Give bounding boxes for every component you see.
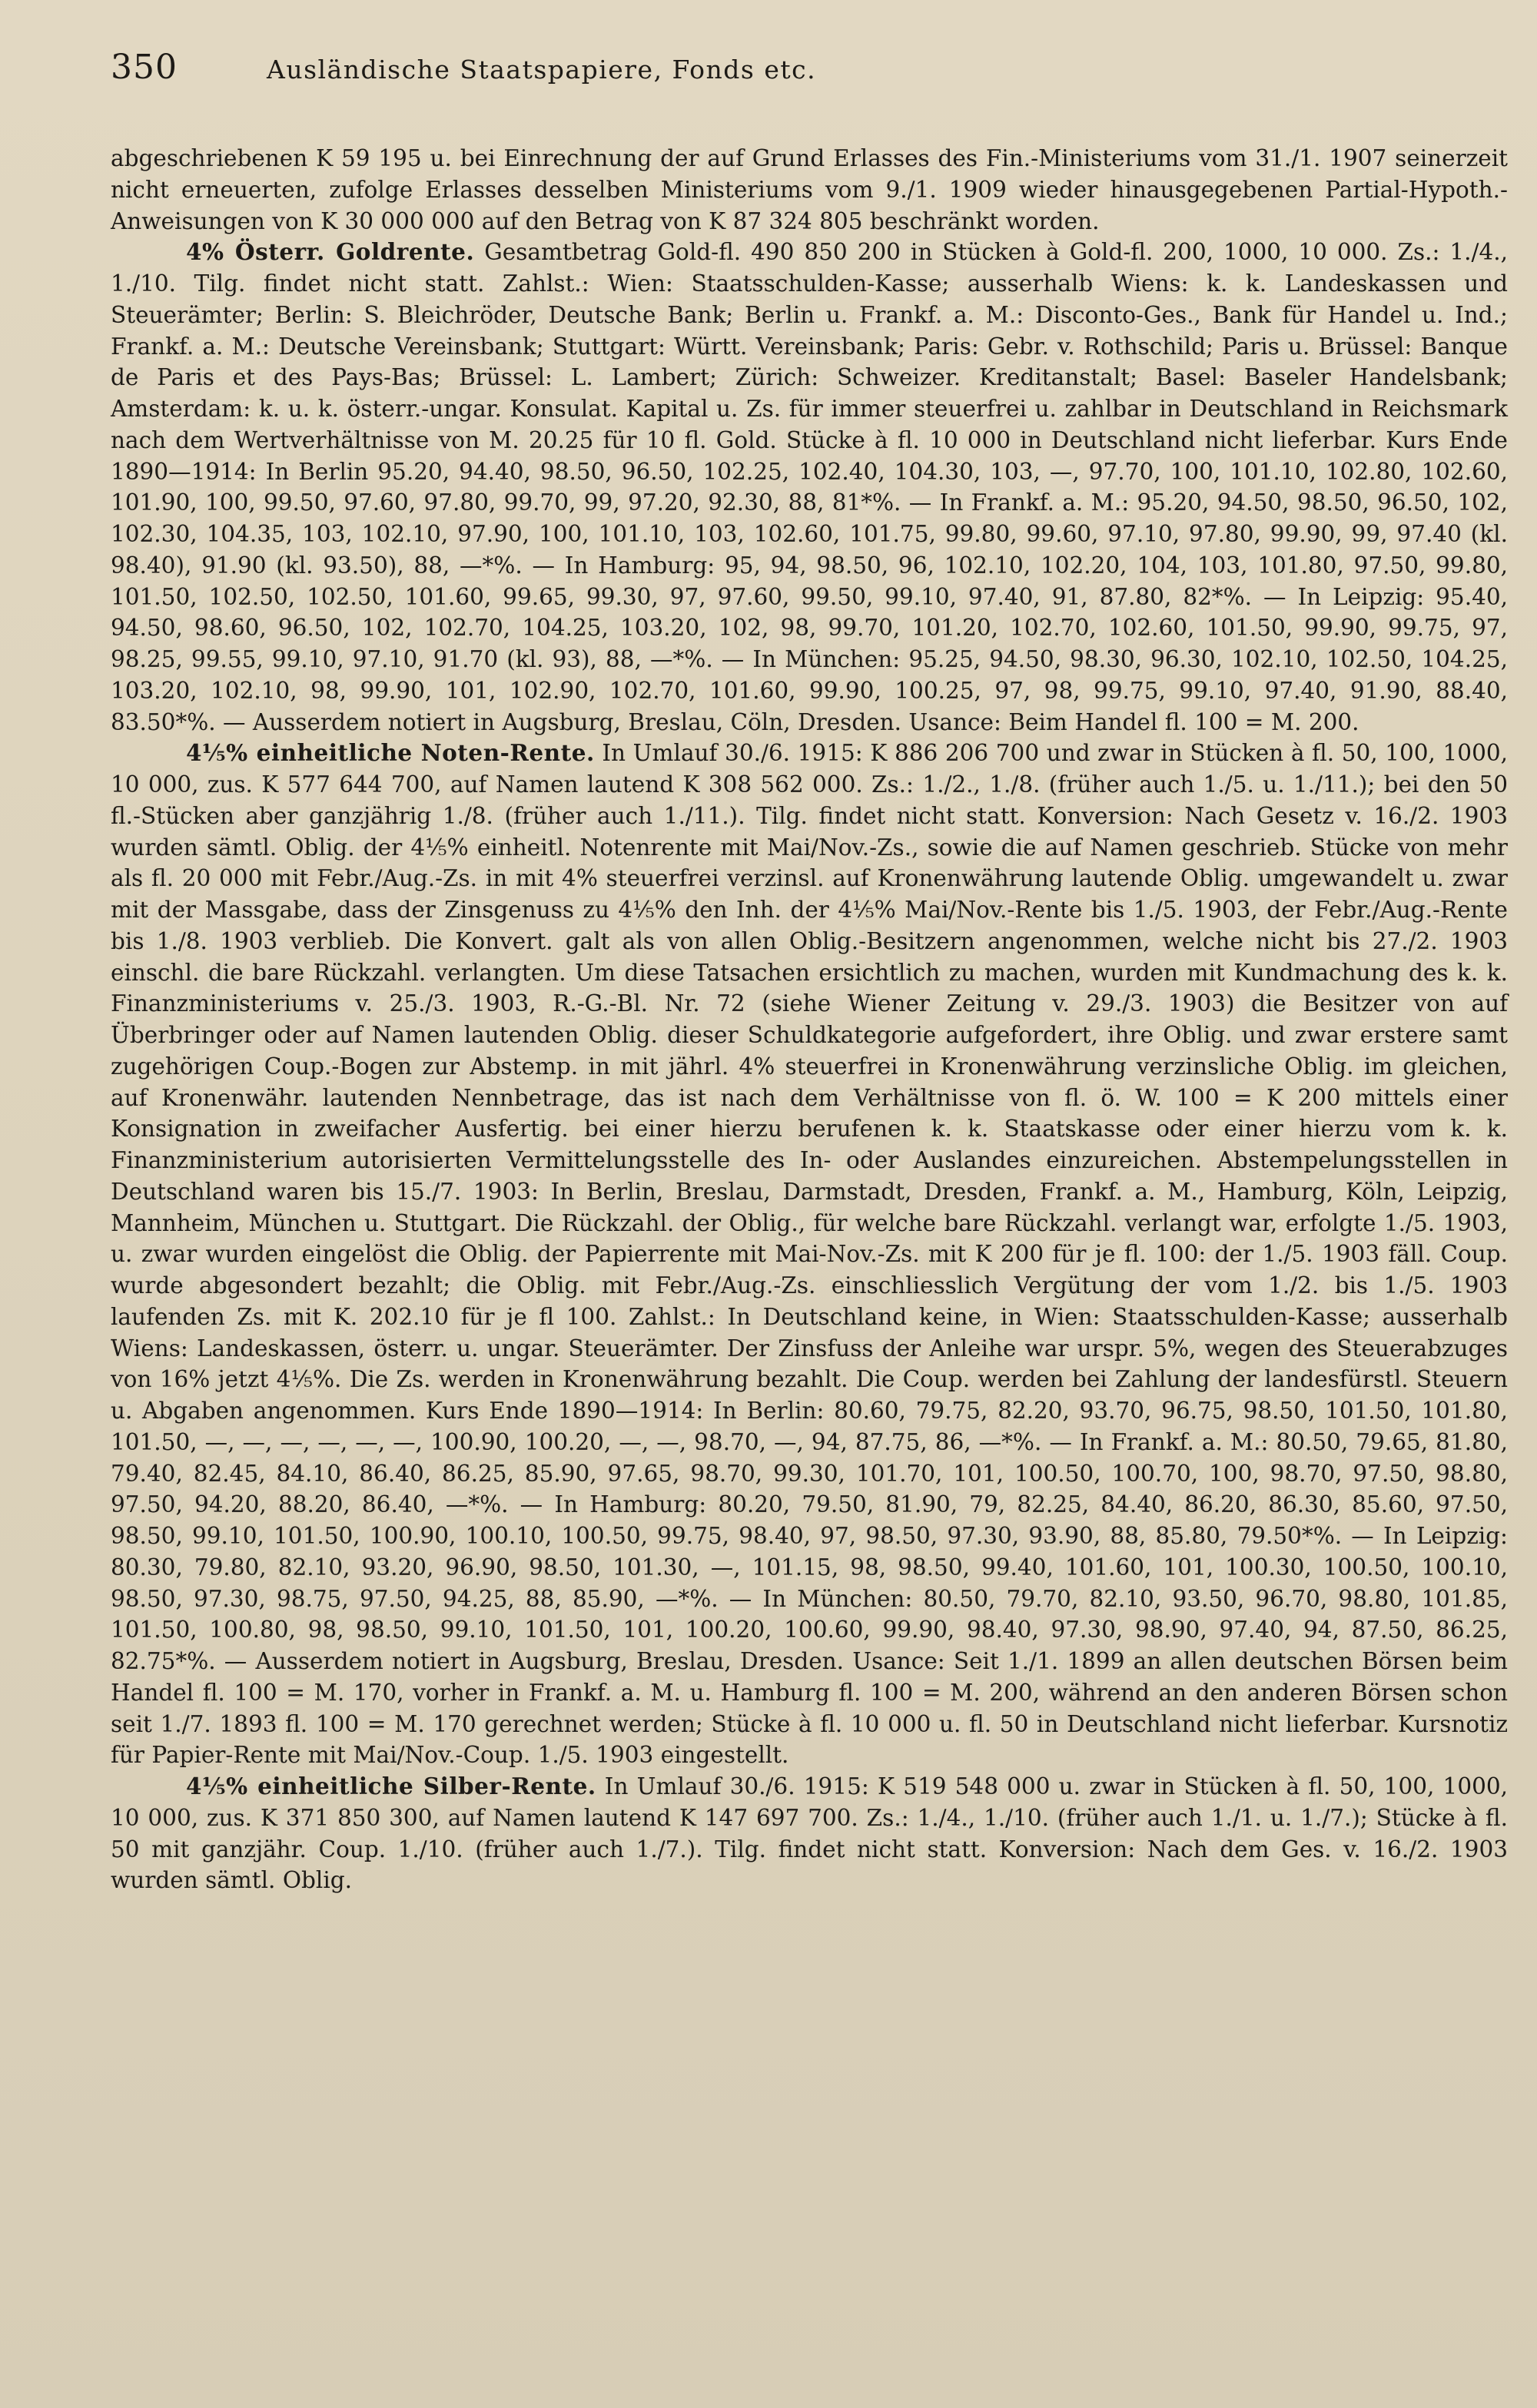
page-header: [111, 48, 1508, 101]
running-title: Ausländische Staatspapiere, Fonds etc.: [266, 55, 817, 85]
section-heading: 4⅕% einheitliche Silber-Rente.: [186, 1773, 596, 1799]
paragraph-noten-rente: [111, 738, 1508, 1771]
page-number: 350: [111, 48, 178, 87]
paragraph-silber-rente: [111, 1771, 1508, 1896]
paragraph-goldrente: [111, 237, 1508, 738]
paragraph-text: abgeschriebenen K 59 195 u. bei Einrechnung der auf Grund Erlasses des Fin.-Ministeriums vom 31./1. 1907 seinerzeit nicht erneuerten, zufolge Erlasses desselben Ministeriums vom 9./1. 1909 wieder hinausgegebenen Partial-Hypoth.-Anweisungen von K 30 000 000 auf den Betrag von K 87 324 805 beschränkt worden.: [111, 145, 1508, 234]
paragraph-text: In Umlauf 30./6. 1915: K 886 206 700 und zwar in Stücken à fl. 50, 100, 1000, 10 000, zus. K 577 644 700, auf Namen lautend K 308 562 000. Zs.: 1./2., 1./8. (früher auch 1./5. u. 1./11.); bei den 50 fl.-Stücken aber ganzjährig 1./8. (früher auch 1./11.). Tilg. findet nicht statt. Konversion: Nach Gesetz v. 16./2. 1903 wurden sämtl. Oblig. der 4⅕% einheitl. Notenrente mit Mai/Nov.-Zs., sowie die auf Namen geschrieb. Stücke von mehr als fl. 20 000 mit Febr./Aug.-Zs. in mit 4% steuerfrei verzinsl. auf Kronenwährung lautende Oblig. umgewandelt u. zwar mit der Massgabe, dass der Zinsgenuss zu 4⅕% den Inh. der 4⅕% Mai/Nov.-Rente bis 1./5. 1903, der Febr./Aug.-Rente bis 1./8. 1903 verblieb. Die Konvert. galt als von allen Oblig.-Besitzern angenommen, welche nicht bis 27./2. 1903 einschl. die bare Rückzahl. verlangten. Um diese Tatsachen ersichtlich zu machen, wurden mit Kundmachung des k. k. Finanzministeriums v. 25./3. 1903, R.-G.-Bl. Nr. 72 (siehe Wiener Zeitung v. 29./3. 1903) die Besitzer von auf Überbringer oder auf Namen lautenden Oblig. dieser Schuldkategorie aufgefordert, ihre Oblig. und zwar erstere samt zugehörigen Coup.-Bogen zur Abstemp. in mit jährl. 4% steuerfrei in Kronenwährung verzinsliche Oblig. im gleichen, auf Kronenwähr. lautenden Nennbetrage, das ist nach dem Verhältnisse von fl. ö. W. 100 = K 200 mittels einer Konsignation in zweifacher Ausfertig. bei einer hierzu berufenen k. k. Staatskasse oder einer hierzu vom k. k. Finanzministerium autorisierten Vermittelungsstelle des In- oder Auslandes einzureichen. Abstempelungsstellen in Deutschland waren bis 15./7. 1903: In Berlin, Breslau, Darmstadt, Dresden, Frankf. a. M., Hamburg, Köln, Leipzig, Mannheim, München u. Stuttgart. Die Rückzahl. der Oblig., für welche bare Rückzahl. verlangt war, erfolgte 1./5. 1903, u. zwar wurden eingelöst die Oblig. der Papierrente mit Mai-Nov.-Zs. mit K 200 für je fl. 100: der 1./5. 1903 fäll. Coup. wurde abgesondert bezahlt; die Oblig. mit Febr./Aug.-Zs. einschliesslich Vergütung der vom 1./2. bis 1./5. 1903 laufenden Zs. mit K. 202.10 für je fl 100. Zahlst.: In Deutschland keine, in Wien: Staatsschulden-Kasse; ausserhalb Wiens: Landeskassen, österr. u. ungar. Steuerämter. Der Zinsfuss der Anleihe war urspr. 5%, wegen des Steuerabzuges von 16% jetzt 4⅕%. Die Zs. werden in Kronenwährung bezahlt. Die Coup. werden bei Zahlung der landesfürstl. Steuern u. Abgaben angenommen. Kurs Ende 1890—1914: In Berlin: 80.60, 79.75, 82.20, 93.70, 96.75, 98.50, 101.50, 101.80, 101.50, —, —, —, —, —, —, 100.90, 100.20, —, —, 98.70, —, 94, 87.75, 86, —*%. — In Frankf. a. M.: 80.50, 79.65, 81.80, 79.40, 82.45, 84.10, 86.40, 86.25, 85.90, 97.65, 98.70, 99.30, 101.70, 101, 100.50, 100.70, 100, 98.70, 97.50, 98.80, 97.50, 94.20, 88.20, 86.40, —*%. — In Hamburg: 80.20, 79.50, 81.90, 79, 82.25, 84.40, 86.20, 86.30, 85.60, 97.50, 98.50, 99.10, 101.50, 100.90, 100.10, 100.50, 99.75, 98.40, 97, 98.50, 97.30, 93.90, 88, 85.80, 79.50*%. — In Leipzig: 80.30, 79.80, 82.10, 93.20, 96.90, 98.50, 101.30, —, 101.15, 98, 98.50, 99.40, 101.60, 101, 100.30, 100.50, 100.10, 98.50, 97.30, 98.75, 97.50, 94.25, 88, 85.90, —*%. — In München: 80.50, 79.70, 82.10, 93.50, 96.70, 98.80, 101.85, 101.50, 100.80, 98, 98.50, 99.10, 101.50, 101, 100.20, 100.60, 99.90, 98.40, 97.30, 98.90, 97.40, 94, 87.50, 86.25, 82.75*%. — Ausserdem notiert in Augsburg, Breslau, Dresden. Usance: Seit 1./1. 1899 an allen deutschen Börsen beim Handel fl. 100 = M. 170, vorher in Frankf. a. M. u. Hamburg fl. 100 = M. 200, während an den anderen Börsen schon seit 1./7. 1893 fl. 100 = M. 170 gerechnet werden; Stücke à fl. 10 000 u. fl. 50 in Deutschland nicht lieferbar. Kursnotiz für Papier-Rente mit Mai/Nov.-Coup. 1./5. 1903 eingestellt.: [111, 740, 1508, 1769]
paragraph-text: Gesamtbetrag Gold-fl. 490 850 200 in Stücken à Gold-fl. 200, 1000, 10 000. Zs.: 1./4., 1./10. Tilg. findet nicht statt. Zahlst.: Wien: Staatsschulden-Kasse; ausserhalb Wiens: k. k. Landeskassen und Steuerämter; Berlin: S. Bleichröder, Deutsche Bank; Berlin u. Frankf. a. M.: Disconto-Ges., Bank für Handel u. Ind.; Frankf. a. M.: Deutsche Vereinsbank; Stuttgart: Württ. Vereinsbank; Paris: Gebr. v. Rothschild; Paris u. Brüssel: Banque de Paris et des Pays-Bas; Brüssel: L. Lambert; Zürich: Schweizer. Kreditanstalt; Basel: Baseler Handelsbank; Amsterdam: k. u. k. österr.-ungar. Konsulat. Kapital u. Zs. für immer steuerfrei u. zahlbar in Deutschland in Reichsmark nach dem Wertverhältnisse von M. 20.25 für 10 fl. Gold. Stücke à fl. 10 000 in Deutschland nicht lieferbar. Kurs Ende 1890—1914: In Berlin 95.20, 94.40, 98.50, 96.50, 102.25, 102.40, 104.30, 103, —, 97.70, 100, 101.10, 102.80, 102.60, 101.90, 100, 99.50, 97.60, 97.80, 99.70, 99, 97.20, 92.30, 88, 81*%. — In Frankf. a. M.: 95.20, 94.50, 98.50, 96.50, 102, 102.30, 104.35, 103, 102.10, 97.90, 100, 101.10, 103, 102.60, 101.75, 99.80, 99.60, 97.10, 97.80, 99.90, 99, 97.40 (kl. 98.40), 91.90 (kl. 93.50), 88, —*%. — In Hamburg: 95, 94, 98.50, 96, 102.10, 102.20, 104, 103, 101.80, 97.50, 99.80, 101.50, 102.50, 102.50, 101.60, 99.65, 99.30, 97, 97.60, 99.50, 99.10, 97.40, 91, 87.80, 82*%. — In Leipzig: 95.40, 94.50, 98.60, 96.50, 102, 102.70, 104.25, 103.20, 102, 98, 99.70, 101.20, 102.70, 102.60, 101.50, 99.90, 99.75, 97, 98.25, 99.55, 99.10, 97.10, 91.70 (kl. 93), 88, —*%. — In München: 95.25, 94.50, 98.30, 96.30, 102.10, 102.50, 104.25, 103.20, 102.10, 98, 99.90, 101, 102.90, 102.70, 101.60, 99.90, 100.25, 97, 98, 99.75, 99.10, 97.40, 91.90, 88.40, 83.50*%. — Ausserdem notiert in Augsburg, Breslau, Cöln, Dresden. Usance: Beim Handel fl. 100 = M. 200.: [111, 239, 1508, 735]
paragraph-text: In Umlauf 30./6. 1915: K 519 548 000 u. zwar in Stücken à fl. 50, 100, 1000, 10 000, zus. K 371 850 300, auf Namen lautend K 147 697 700. Zs.: 1./4., 1./10. (früher auch 1./1. u. 1./7.); Stücke à fl. 50 mit ganzjähr. Coup. 1./10. (früher auch 1./7.). Tilg. findet nicht statt. Konversion: Nach dem Ges. v. 16./2. 1903 wurden sämtl. Oblig.: [111, 1773, 1508, 1894]
paragraph-continuation: [111, 143, 1508, 237]
section-heading: 4⅕% einheitliche Noten-Rente.: [186, 739, 595, 767]
section-heading: 4% Österr. Goldrente.: [186, 238, 475, 266]
document-body: [111, 143, 1508, 1896]
